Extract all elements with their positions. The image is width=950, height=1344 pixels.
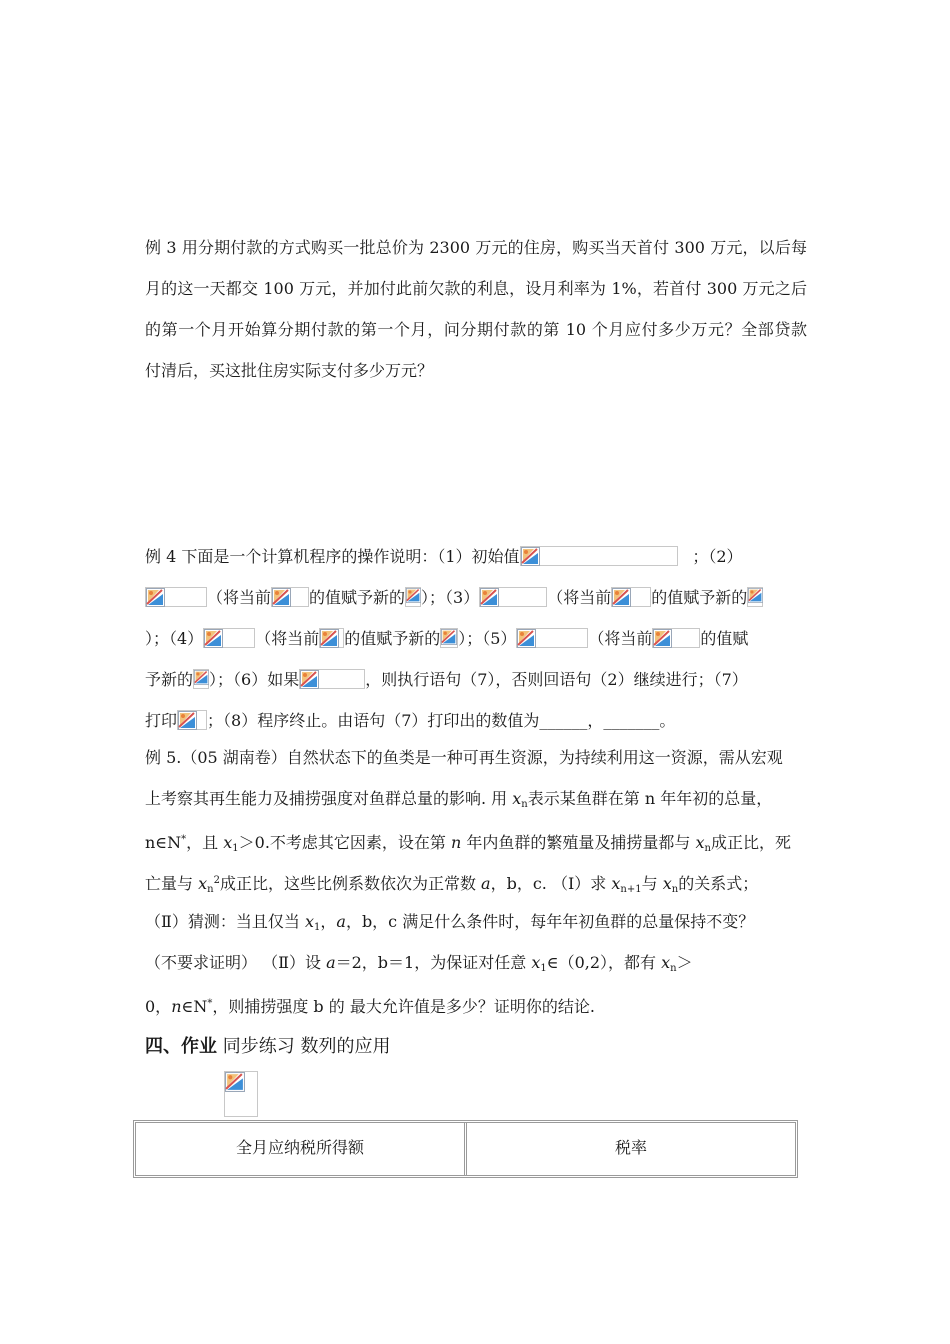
- table-header-income: 全月应纳税所得额: [136, 1123, 467, 1175]
- ex5-line-4: 亡量与 $x_n^2$成正比，这些比例系数依次为正常数 a，b，c. （Ⅰ）求 $x_{n+1}$与 $x_n$的关系式；: [145, 874, 759, 895]
- ex5-line-6: （不要求证明） （Ⅱ）设 a＝2，b＝1，为保证对任意 $x_1\in(0,2)$，都有 $x_n>$: [145, 953, 693, 974]
- broken-image-icon: [224, 1071, 258, 1117]
- broken-image-icon: [479, 587, 547, 607]
- ex3-line-1: 例 3 用分期付款的方式购买一批总价为 2300 万元的住房，购买当天首付 300 万元，以后每: [145, 238, 807, 257]
- broken-image-icon: [405, 587, 421, 607]
- broken-image-icon: [193, 669, 209, 689]
- ex3-line-4: 付清后，买这批住房实际支付多少万元？: [145, 361, 434, 380]
- broken-image-icon: [203, 628, 255, 648]
- broken-image-icon: [520, 546, 678, 566]
- ex4-line-5: 打印 ；（8）程序终止。由语句（7）打印出的数值为______，_______。: [145, 711, 676, 730]
- homework-title: 同步练习 数列的应用: [217, 1036, 391, 1057]
- ex5-line-1: 例 5.（05 湖南卷）自然状态下的鱼类是一种可再生资源，为持续利用这一资源，需从宏观: [145, 748, 783, 767]
- ex3-line-2: 月的这一天都交 100 万元，并加付此前欠款的利息，设月利率为 1%，若首付 300 万元之后: [145, 279, 807, 298]
- broken-image-icon: [747, 587, 763, 607]
- ex5-line-5: （Ⅱ）猜测：当且仅当 $x_1$，a，b，c 满足什么条件时，每年年初鱼群的总量保持不变？: [145, 912, 755, 933]
- broken-image-icon: [516, 628, 588, 648]
- homework-label: 四、作业: [145, 1036, 217, 1057]
- ex5-line-7: 0，n∈N*，则捕捞强度 b 的 最大允许值是多少？证明你的结论.: [145, 997, 595, 1016]
- homework-heading: [145, 1032, 390, 1058]
- ex5-line-3: n∈N*，且 $x_1>0$.不考虑其它因素，设在第 n 年内鱼群的繁殖量及捕捞量都与 $x_n$成正比，死: [145, 833, 792, 854]
- table-header-rate: 税率: [614, 1138, 647, 1157]
- ex4-line-4: 予新的 ）；（6）如果 ，则执行语句（7），否则回语句（2）继续进行；（7）: [145, 670, 748, 689]
- broken-image-icon: [145, 587, 207, 607]
- ex5-line-2: 上考察其再生能力及捕捞强度对鱼群总量的影响. 用 $x_n$表示某鱼群在第 n 年年初的总量，: [145, 789, 773, 810]
- broken-image-icon: [271, 587, 309, 607]
- broken-image-icon: [440, 628, 458, 648]
- broken-image-icon: [299, 669, 365, 689]
- ex4-line-3: ）；（4） （将当前 的值赋予新的 ）；（5） （将当前 的值赋: [145, 629, 749, 648]
- broken-image-icon: [319, 628, 344, 648]
- broken-image-icon: [652, 628, 700, 648]
- tax-rate-table: [133, 1120, 798, 1178]
- broken-image-icon: [611, 587, 651, 607]
- ex4-line-1: 例 4 下面是一个计算机程序的操作说明：（1）初始值 ；（2）: [145, 547, 743, 566]
- broken-image-icon: [177, 710, 207, 730]
- ex3-line-3: 的第一个月开始算分期付款的第一个月，问分期付款的第 10 个月应付多少万元？全部贷款: [145, 320, 807, 339]
- ex4-line-2: （将当前 的值赋予新的 ）；（3） （将当前 的值赋予新的: [145, 587, 763, 608]
